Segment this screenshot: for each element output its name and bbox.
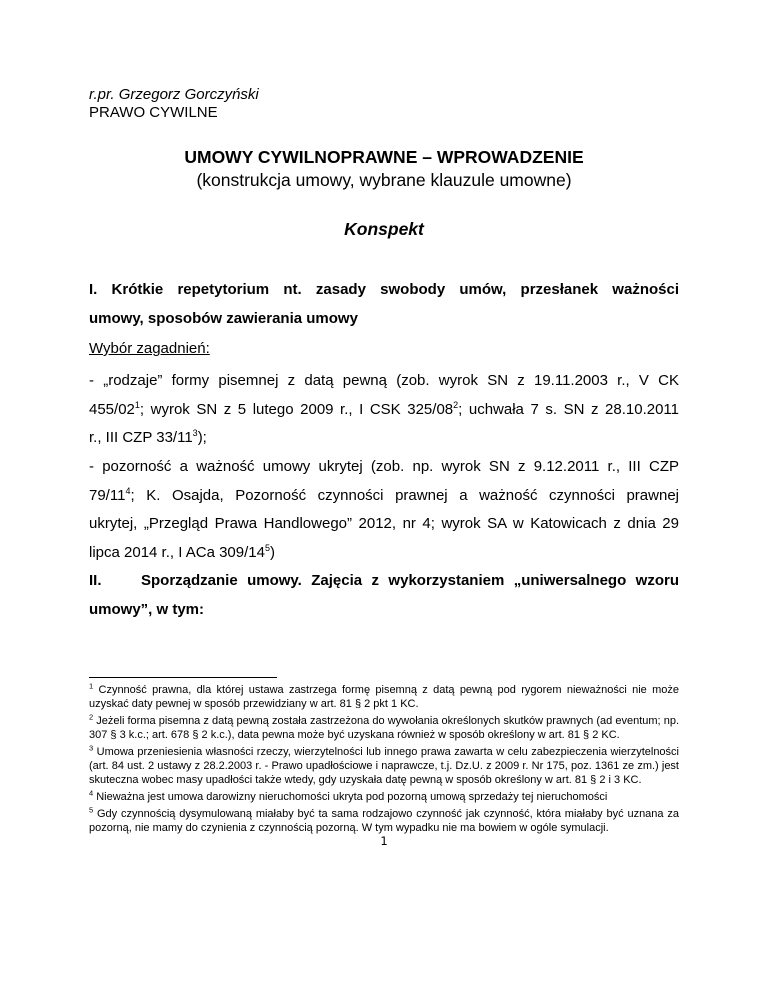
footnote-ref-2[interactable]: 2 [453, 399, 459, 410]
footnote-number: 3 [89, 743, 94, 753]
section-2-numeral: II. [89, 572, 102, 589]
text-run: ) [269, 543, 275, 561]
footnote-text: Jeżeli forma pisemna z datą pewną została zastrzeżona do wywołania określonych skutków prawnych (ad eventum; np. 307 § 3 k.c.; art. 678 § 2 k.c.), data pewna może być uzyskana również w sposób określony w art. 81 § 2 KC. [89, 715, 679, 741]
topic-2-line-1: - pozorność a ważność umowy ukrytej (zob. np. wyrok SN z 9.12.2011 r., III CZP [89, 458, 679, 475]
topic-1-line-1: - „rodzaje” formy pisemnej z datą pewną (zob. wyrok SN z 19.11.2003 r., V CK [89, 372, 679, 389]
text-run: Sporządzanie umowy. Zajęcia z wykorzystaniem „uniwersalnego wzoru [141, 572, 679, 589]
footnote-3 [89, 745, 679, 787]
footnote-text: Nieważna jest umowa darowizny nieruchomości ukryta pod pozorną umową sprzedaży tej nieruchomości [96, 791, 608, 803]
footnote-2 [89, 714, 679, 742]
footnote-number: 1 [89, 681, 94, 691]
author-name: r.pr. Grzegorz Gorczyński [89, 86, 259, 103]
footnote-ref-3[interactable]: 3 [192, 428, 198, 438]
topic-2-line-4 [89, 544, 275, 561]
text-run: ; K. Osajda, Pozorność czynności prawnej a ważność czynności prawnej [130, 486, 679, 504]
text-run: ; wyrok SN z 5 lutego 2009 r., I CSK 325/08 [139, 400, 454, 418]
topic-2-line-2 [89, 482, 679, 511]
topic-item-2 [89, 453, 679, 567]
konspekt-heading: Konspekt [344, 219, 424, 239]
topic-1-line-3 [89, 429, 207, 446]
document-title: UMOWY CYWILNOPRAWNE – WPROWADZENIE [184, 147, 584, 167]
section-2-heading [89, 567, 679, 624]
text-run: lipca 2014 r., I ACa 309/14 [89, 543, 265, 561]
text-run: 79/11 [89, 486, 126, 504]
footnotes [89, 683, 679, 838]
footnote-ref-1[interactable]: 1 [134, 399, 140, 410]
footnote-4 [89, 790, 679, 804]
topic-2-line-3: ukrytej, „Przegląd Prawa Handlowego” 2012, nr 4; wyrok SA w Katowicach z dnia 29 [89, 515, 679, 532]
section-2-line-2: umowy”, w tym: [89, 600, 205, 618]
footnote-number: 2 [89, 712, 94, 722]
topic-1-line-2 [89, 396, 679, 425]
footnote-text: Gdy czynnością dysymulowaną miałaby być ta sama rodzajowo czynność jak czynność, która miałaby być uznana za pozorną, nie mamy do czynienia z czynnością pozorną. W tym wypadku nie ma bowiem w ogóle symulacji. [89, 808, 679, 834]
page-number: 1 [380, 834, 388, 848]
footnote-number: 4 [89, 788, 94, 798]
topics-label: Wybór zagadnień: [89, 340, 210, 357]
section-1-heading [89, 276, 679, 333]
subject-name: PRAWO CYWILNE [89, 104, 218, 121]
text-run: 455/02 [89, 400, 135, 418]
topic-item-1 [89, 367, 679, 453]
footnote-ref-5[interactable]: 5 [264, 542, 270, 553]
document-subtitle: (konstrukcja umowy, wybrane klauzule umowne) [196, 170, 572, 190]
section-1-line-1: I. Krótkie repetytorium nt. zasady swobody umów, przesłanek ważności [89, 281, 679, 298]
footnote-text: Umowa przeniesienia własności rzeczy, wierzytelności lub innego prawa zawarta w celu zabezpieczenia wierzytelności (art. 84 ust. 2 ustawy z 28.2.2003 r. - Prawo upadłościowe i naprawcze, t.j. Dz.U. z 2009 r. Nr 175, poz. 1361 ze zm.) jest skuteczna wobec masy upadłości także wtedy, gdy uzyskała datę pewną w sposób określony w art. 81 § 2 i 3 KC. [89, 746, 679, 786]
footnote-ref-4[interactable]: 4 [125, 485, 131, 496]
text-run: ; uchwała 7 s. SN z 28.10.2011 [458, 400, 679, 418]
section-2-line-1 [89, 567, 679, 596]
footnote-text: Czynność prawna, dla której ustawa zastrzega formę pisemną z datą pewną pod rygorem nieważności nie może uzyskać daty pewnej w sposób przewidziany w art. 81 § 2 pkt 1 KC. [89, 684, 680, 710]
text-run: ); [197, 429, 207, 446]
footnote-5 [89, 807, 679, 835]
footnote-separator [89, 677, 277, 678]
footnote-1 [89, 683, 679, 711]
section-1-line-2: umowy, sposobów zawierania umowy [89, 309, 358, 327]
text-run: r., III CZP 33/11 [89, 429, 193, 446]
footnote-number: 5 [89, 805, 94, 815]
